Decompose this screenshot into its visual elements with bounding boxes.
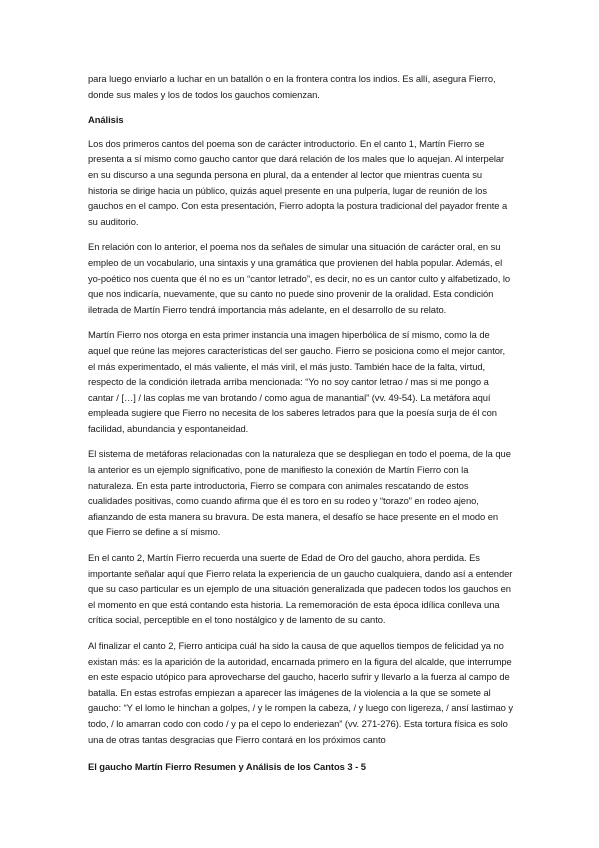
paragraph: El sistema de metáforas relacionadas con la naturaleza que se despliegan en todo el poema, de la que la anterior es un ejemplo significativo, pone de manifiesto la conexión de Martín Fierro con la naturaleza. En esta parte introductoria, Fierro se compara con animales rescatando de estos cualidades positivas, como cuando afirma que él es toro en su rodeo y “torazo” en rodeo ajeno, afianzando de esta manera su bravura. De esta manera, el desafío se hace presente en el modo en que Fierro se define a sí mismo. bbox=[88, 448, 511, 538]
next-section-heading[interactable]: El gaucho Martín Fierro Resumen y Análisis de los Cantos 3 - 5 bbox=[88, 761, 366, 773]
intro-paragraph: para luego enviarlo a luchar en un batallón o en la frontera contra los indios. Es allí, asegura Fierro, donde sus males y los de todos los gauchos comienzan. bbox=[88, 73, 496, 100]
paragraph: En el canto 2, Martín Fierro recuerda una suerte de Edad de Oro del gaucho, ahora perdida. Es importante señalar aquí que Fierro relata la experiencia de un gaucho cualquiera, dando así a entender que su caso particular es un ejemplo de una situación generalizada que padecen todos los gauchos en el momento en que está contando esta historia. La rememoración de esta época idílica conlleva una crítica social, perceptible en el tono nostálgico y de lamento de su canto. bbox=[88, 552, 513, 626]
paragraph: Los dos primeros cantos del poema son de carácter introductorio. En el canto 1, Martín Fierro se presenta a sí mismo como gaucho cantor que dará relación de los males que lo aquejan. Al interpelar en su discurso a una segunda persona en plural, da a entender al lector que mientras cuenta su historia se dirige hacia un público, quizás aquel presente en una pulpería, lugar de reunión de los gauchos en el campo. Con esta presentación, Fierro adopta la postura tradicional del payador frente a su auditorio. bbox=[88, 137, 508, 227]
paragraph: Martín Fierro nos otorga en esta primer instancia una imagen hiperbólica de sí mismo, como la de aquel que reúne las mejores características del ser gaucho. Fierro se posiciona como el mejor cantor, el más experimentado, el más valiente, el más viril, el más justo. También hace de la falta, virtud, respecto de la condición iletrada arriba mencionada: “Yo no soy cantor letrao / mas si me pongo a cantar / […] / las coplas me van brotando / como agua de manantial” (vv. 49-54). La metáfora aquí empleada sugiere que Fierro no necesita de los saberes letrados para que la poesía surja de él con facilidad, abundancia y espontaneidad. bbox=[88, 329, 506, 434]
paragraph: Al finalizar el canto 2, Fierro anticipa cuál ha sido la causa de que aquellos tiempos de felicidad ya no existan más: es la aparición de la autoridad, encarnada primero en la figura del alcalde, que interrumpe en este espacio utópico para aprovecharse del gaucho, hacerlo sufrir y llevarlo a la fuerza al campo de batalla. En estas estrofas empiezan a aparecer las imágenes de la violencia a la que se somete al gaucho: “Y el lomo le hinchan a golpes, / y le rompen la cabeza, / y luego con ligereza, / ansí lastimao y todo, / lo amarran codo con codo / y pa el cepo lo enderiezan” (vv. 271-276). Esta tortura física es solo una de otras tantas desgracias que Fierro contará en los próximos canto bbox=[88, 640, 513, 745]
paragraph: En relación con lo anterior, el poema nos da señales de simular una situación de carácter oral, en su empleo de un vocabulario, una sintaxis y una gramática que provienen del habla popular. Además, el yo-poético nos cuenta que él no es un “cantor letrado”, es decir, no es un cantor culto y alfabetizado, lo que nos indicaría, nuevamente, que su canto no puede sino provenir de la oralidad. Esta condición iletrada de Martín Fierro tendrá importancia más adelante, en el desarrollo de su relato. bbox=[88, 241, 511, 315]
document-page bbox=[88, 71, 514, 775]
section-heading: Análisis bbox=[88, 114, 124, 126]
